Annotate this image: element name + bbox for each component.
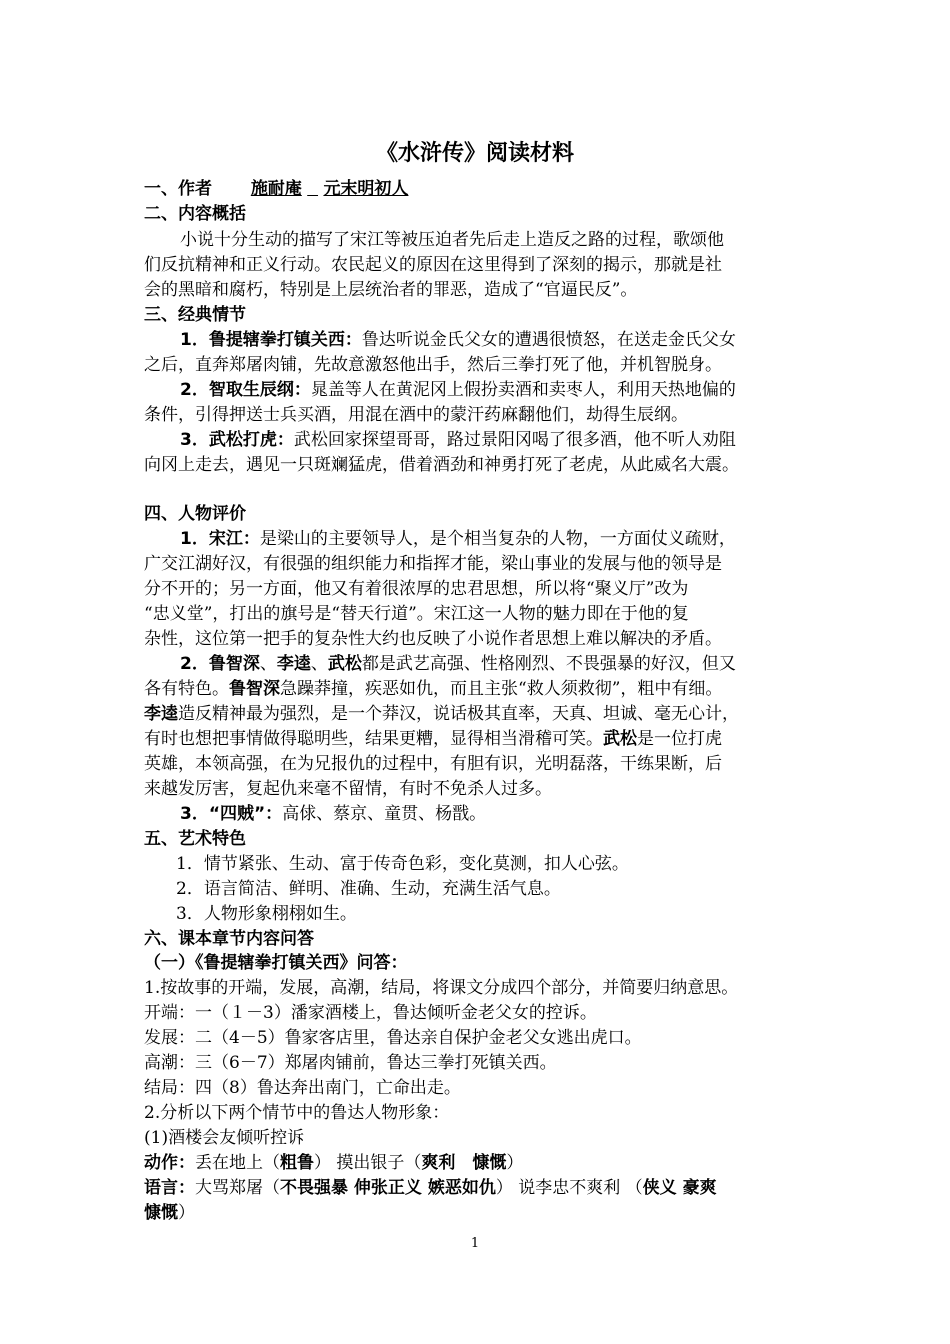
language-line <box>144 1176 717 1200</box>
character-text: 有时也想把事情做得聪明些，结果更糟，显得相当滑稽可笑。 <box>144 729 603 749</box>
section-heading-plots: 三、经典情节 <box>144 305 246 325</box>
question-2-sub: (1)酒楼会友倾听控诉 <box>144 1128 305 1148</box>
language-trait: 慷慨 <box>144 1203 178 1223</box>
character-name: 3．“四贼”： <box>180 804 283 824</box>
character-text: 高俅、蔡京、童贯、杨戬。 <box>282 804 487 824</box>
plot-title: 3．武松打虎： <box>180 430 294 450</box>
language-text: 大骂郑屠（ <box>195 1178 280 1198</box>
language-text: ） <box>178 1203 195 1223</box>
paragraph-number: 2． <box>180 654 209 674</box>
plot-text: 晁盖等人在黄泥冈上假扮卖酒和卖枣人，利用天热地偏的 <box>310 380 736 400</box>
action-text: ） <box>506 1153 524 1173</box>
language-label: 语言： <box>144 1178 195 1198</box>
character-text: 是梁山的主要领导人，是个相当复杂的人物，一方面仗义疏财， <box>259 529 736 549</box>
character-text: 杂性，这位第一把手的复杂性大约也反映了小说作者思想上难以解决的矛盾。 <box>144 629 722 649</box>
action-label: 动作： <box>144 1153 195 1173</box>
character-paragraph-1 <box>144 527 736 551</box>
language-trait: 侠义 豪爽 <box>642 1178 717 1198</box>
art-item: 1．情节紧张、生动、富于传奇色彩，变化莫测，扣人心弦。 <box>176 854 629 874</box>
action-trait: 爽利 慷慨 <box>421 1153 507 1173</box>
character-line <box>144 677 722 701</box>
document-title: 《水浒传》阅读材料 <box>375 141 574 166</box>
summary-line: 小说十分生动的描写了宋江等被压迫者先后走上造反之路的过程，歌颂他 <box>180 230 724 250</box>
plot-paragraph-2 <box>144 378 736 402</box>
answer-line: 高潮：三（6－7）郑屠肉铺前，鲁达三拳打死镇关西。 <box>144 1053 557 1073</box>
plot-text: 之后，直奔郑屠肉铺，先故意激怒他出手，然后三拳打死了他，并机智脱身。 <box>144 355 722 375</box>
character-line <box>144 727 722 751</box>
plot-text: 条件，引得押送士兵买酒，用混在酒中的蒙汗药麻翻他们，劫得生辰纲。 <box>144 405 688 425</box>
plot-paragraph-1 <box>144 328 736 352</box>
character-text: 来越发厉害，复起仇来毫不留情，有时不免杀人过多。 <box>144 779 552 799</box>
art-item: 2．语言简洁、鲜明、准确、生动，充满生活气息。 <box>176 879 561 899</box>
answer-line: 结局：四（8）鲁达奔出南门，亡命出走。 <box>144 1078 461 1098</box>
question-2: 2.分析以下两个情节中的鲁达人物形象： <box>144 1103 450 1123</box>
section-heading-summary: 二、内容概括 <box>144 204 246 224</box>
character-name: 1．宋江： <box>180 529 260 549</box>
action-line <box>144 1151 523 1175</box>
character-text: 各有特色。 <box>144 679 229 699</box>
character-paragraph-3 <box>144 802 486 826</box>
character-line <box>144 702 739 726</box>
character-text: 英雄，本领高强，在为兄报仇的过程中，有胆有识，光明磊落，干练果断，后 <box>144 754 722 774</box>
language-line-cont <box>144 1201 195 1225</box>
action-text: 丢在地上（ <box>195 1153 280 1173</box>
answer-line: 发展：二（4－5）鲁家客店里，鲁达亲自保护金老父女逃出虎口。 <box>144 1028 642 1048</box>
author-name: 施耐庵 <box>250 179 302 199</box>
plot-title: 2．智取生辰纲： <box>180 380 311 400</box>
separator: 、 <box>259 654 277 674</box>
plot-title: 1．鲁提辖拳打镇关西： <box>180 330 362 350</box>
language-text: ） 说李忠不爽利 （ <box>495 1178 643 1198</box>
qa-subheading: （一）《鲁提辖拳打镇关西》问答： <box>144 953 408 973</box>
page-number: 1 <box>470 1236 480 1251</box>
section-heading-art: 五、艺术特色 <box>144 829 246 849</box>
character-name: 鲁智深 <box>229 679 280 699</box>
character-name: 武松 <box>327 654 362 674</box>
summary-line: 们反抗精神和正义行动。农民起义的原因在这里得到了深刻的揭示，那就是社 <box>144 255 722 275</box>
plot-text: 武松回家探望哥哥，路过景阳冈喝了很多酒，他不听人劝阻 <box>293 430 736 450</box>
character-paragraph-2 <box>144 652 736 676</box>
section-heading-characters: 四、人物评价 <box>144 504 246 524</box>
question-1: 1.按故事的开端，发展，高潮，结局，将课文分成四个部分，并简要归纳意思。 <box>144 978 739 998</box>
plot-text: 鲁达听说金氏父女的遭遇很愤怒，在送走金氏父女 <box>361 330 736 350</box>
character-text: 分不开的；另一方面，他又有着很浓厚的忠君思想，所以将“聚义厅”改为 <box>144 579 689 599</box>
summary-line: 会的黑暗和腐朽，特别是上层统治者的罪恶，造成了“官逼民反”。 <box>144 280 638 300</box>
separator: 、 <box>310 654 328 674</box>
character-text: “忠义堂”，打出的旗号是“替天行道”。宋江这一人物的魅力即在于他的复 <box>144 604 689 624</box>
art-item: 3．人物形象栩栩如生。 <box>176 904 357 924</box>
action-text: ） 摸出银子（ <box>314 1153 422 1173</box>
character-text: 都是武艺高强、性格刚烈、不畏强暴的好汉，但又 <box>361 654 736 674</box>
author-era: 元末明初人 <box>323 179 409 199</box>
language-trait: 不畏强暴 伸张正义 嫉恶如仇 <box>280 1178 496 1198</box>
character-text: 造反精神最为强烈，是一个莽汉，说话极其直率，天真、坦诚、毫无心计， <box>178 704 739 724</box>
character-text: 是一位打虎 <box>637 729 722 749</box>
character-name: 李逵 <box>276 654 311 674</box>
character-name: 鲁智深 <box>208 654 260 674</box>
character-name: 李逵 <box>144 704 178 724</box>
plot-text: 向冈上走去，遇见一只斑斓猛虎，借着酒劲和神勇打死了老虎，从此威名大震。 <box>144 455 739 475</box>
plot-paragraph-3 <box>144 428 736 452</box>
section-heading-qa: 六、课本章节内容问答 <box>144 929 314 949</box>
character-name: 武松 <box>603 729 637 749</box>
character-text: 急躁莽撞，疾恶如仇，而且主张“救人须救彻”，粗中有细。 <box>280 679 723 699</box>
author-line <box>144 177 408 201</box>
action-trait: 粗鲁 <box>280 1153 314 1173</box>
character-text: 广交江湖好汉，有很强的组织能力和指挥才能，梁山事业的发展与他的领导是 <box>144 554 722 574</box>
section-heading-author: 一、作者 <box>144 179 212 199</box>
answer-line: 开端：一（１－3）潘家酒楼上，鲁达倾听金老父女的控诉。 <box>144 1003 597 1023</box>
